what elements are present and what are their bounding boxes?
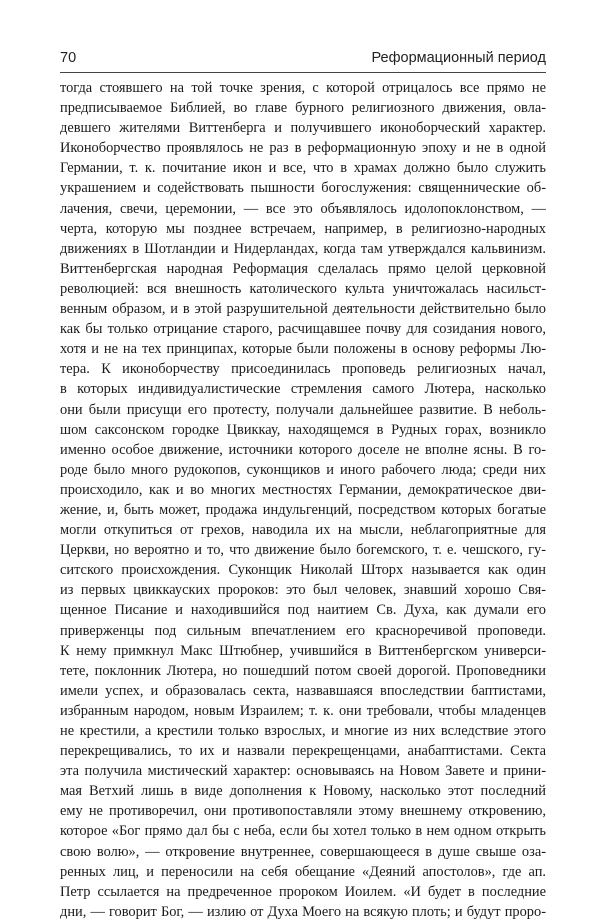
text-line: происходило, как и во многих местностях Германии, демократическое дви- [60,481,546,498]
text-line: революцией: вся внешность католического культа уничтожалась насильст- [60,280,546,297]
page-number: 70 [60,50,77,66]
text-line: Иконоборчество проявлялось не раз в реформационную эпоху и не в одной [60,140,546,157]
text-line: именно особое движение, источники которого доселе не вполне ясны. В го- [60,441,546,458]
text-line: щенное Писание и находившийся под наитием Св. Духа, как думали его [60,602,546,619]
text-line: перекрещивались, то их и назвали перекрещенцами, анабаптистами. Секта [60,743,546,760]
text-line: эта получила мистический характер: основываясь на Новом Завете и прини- [60,763,546,780]
text-line: лачения, свечи, церемонии, — все это объявлялось идолопоклонством, — [60,200,546,217]
text-line: ему не противоречил, они противопоставляли этому внешнему откровению, [60,803,546,820]
text-line: дни, — говорит Бог, — излию от Духа Моего на всякую плоть; и будут проро- [60,903,546,920]
text-line: имели успех, и образовалась секта, назвавшаяся впоследствии баптистами, [60,682,546,699]
text-line: не крестили, а крестили только взрослых, и многие из них вследствие этого [60,723,546,739]
text-line: Церкви, но вероятно и то, что движение было богемского, т. е. чешского, гу- [60,542,546,559]
text-line: приверженцы под сильным впечатлением его красноречивой проповеди. [60,622,546,639]
text-line: свою волю», — откровение внутреннее, совершающееся в душе свыше оза- [60,843,546,860]
header-rule [60,72,546,73]
text-line: ренных лиц, и переносили на себя обещание «Деяний апостолов», где ап. [60,863,546,880]
text-line: украшением и содействовать пышности богослужения: священнические об- [60,180,546,197]
text-line: мая Ветхий лишь в виде дополнения к Новому, насколько этот последний [60,783,546,800]
text-line: черта, которую мы позднее встречаем, например, в религиозно-народных [60,220,546,237]
text-line: Германии, т. к. почитание икон и все, что в храмах должно было служить [60,160,546,177]
text-line: К нему примкнул Макс Штюбнер, учившийся в Виттенбергском универси- [60,642,546,659]
text-line: они были присущи его протесту, получали дальнейшее развитие. В неболь- [60,401,546,418]
text-line: избранным народом, новым Израилем; т. к. они требовали, чтобы младенцев [60,702,546,719]
text-line: могли откупиться от грехов, наводила их на мысли, неблагоприятные для [60,522,546,539]
text-line: жение, и, быть может, продажа индульгенций, посредством которых богатые [60,501,546,518]
text-line: тогда стоявшего на той точке зрения, с которой отрицалось все прямо не [60,80,546,96]
text-line: девшего жителями Виттенберга и получившего иконоборческий характер. [60,120,546,137]
text-line: шом саксонском городке Цвиккау, находящемся в Рудных горах, возникло [60,421,546,438]
body-text [60,78,546,922]
text-line: ситского происхождения. Суконщик Николай Шторх называется как один [60,562,546,579]
text-line: которое «Бог прямо дал бы с неба, если бы хотел только в нем одном открыть [60,823,546,840]
text-line: Петр ссылается на предреченное пророком Иоилем. «И будет в последние [60,883,546,900]
running-head [60,50,546,74]
text-line: предписываемое Библией, во главе бурного религиозного движения, овла- [60,100,546,117]
text-line: в которых индивидуалистические стремления самого Лютера, насколько [60,381,546,398]
section-title: Реформационный период [371,50,546,66]
text-line: тете, поклонник Лютера, но пошедший потом своей дорогой. Проповедники [60,662,546,679]
text-line: хотя и не на тех принципах, которые были положены в основу реформы Лю- [60,341,546,358]
text-line: из первых цвиккауских пророков: это был человек, знавший хорошо Свя- [60,582,546,599]
text-line: роде было много рудокопов, суконщиков и иного рабочего люда; среди них [60,461,546,478]
text-line: Виттенбергская народная Реформация сделалась прямо целой церковной [60,260,546,277]
text-line: движениях в Шотландии и Нидерландах, когда там утверждался кальвинизм. [60,240,546,257]
text-line: как бы только отрицание старого, расчищавшее почву для созидания нового, [60,321,546,338]
text-line: венным образом, и в этой разрушительной деятельности действительно было [60,301,546,318]
text-line: тера. К иконоборчеству присоединилась проповедь религиозных начал, [60,361,546,378]
